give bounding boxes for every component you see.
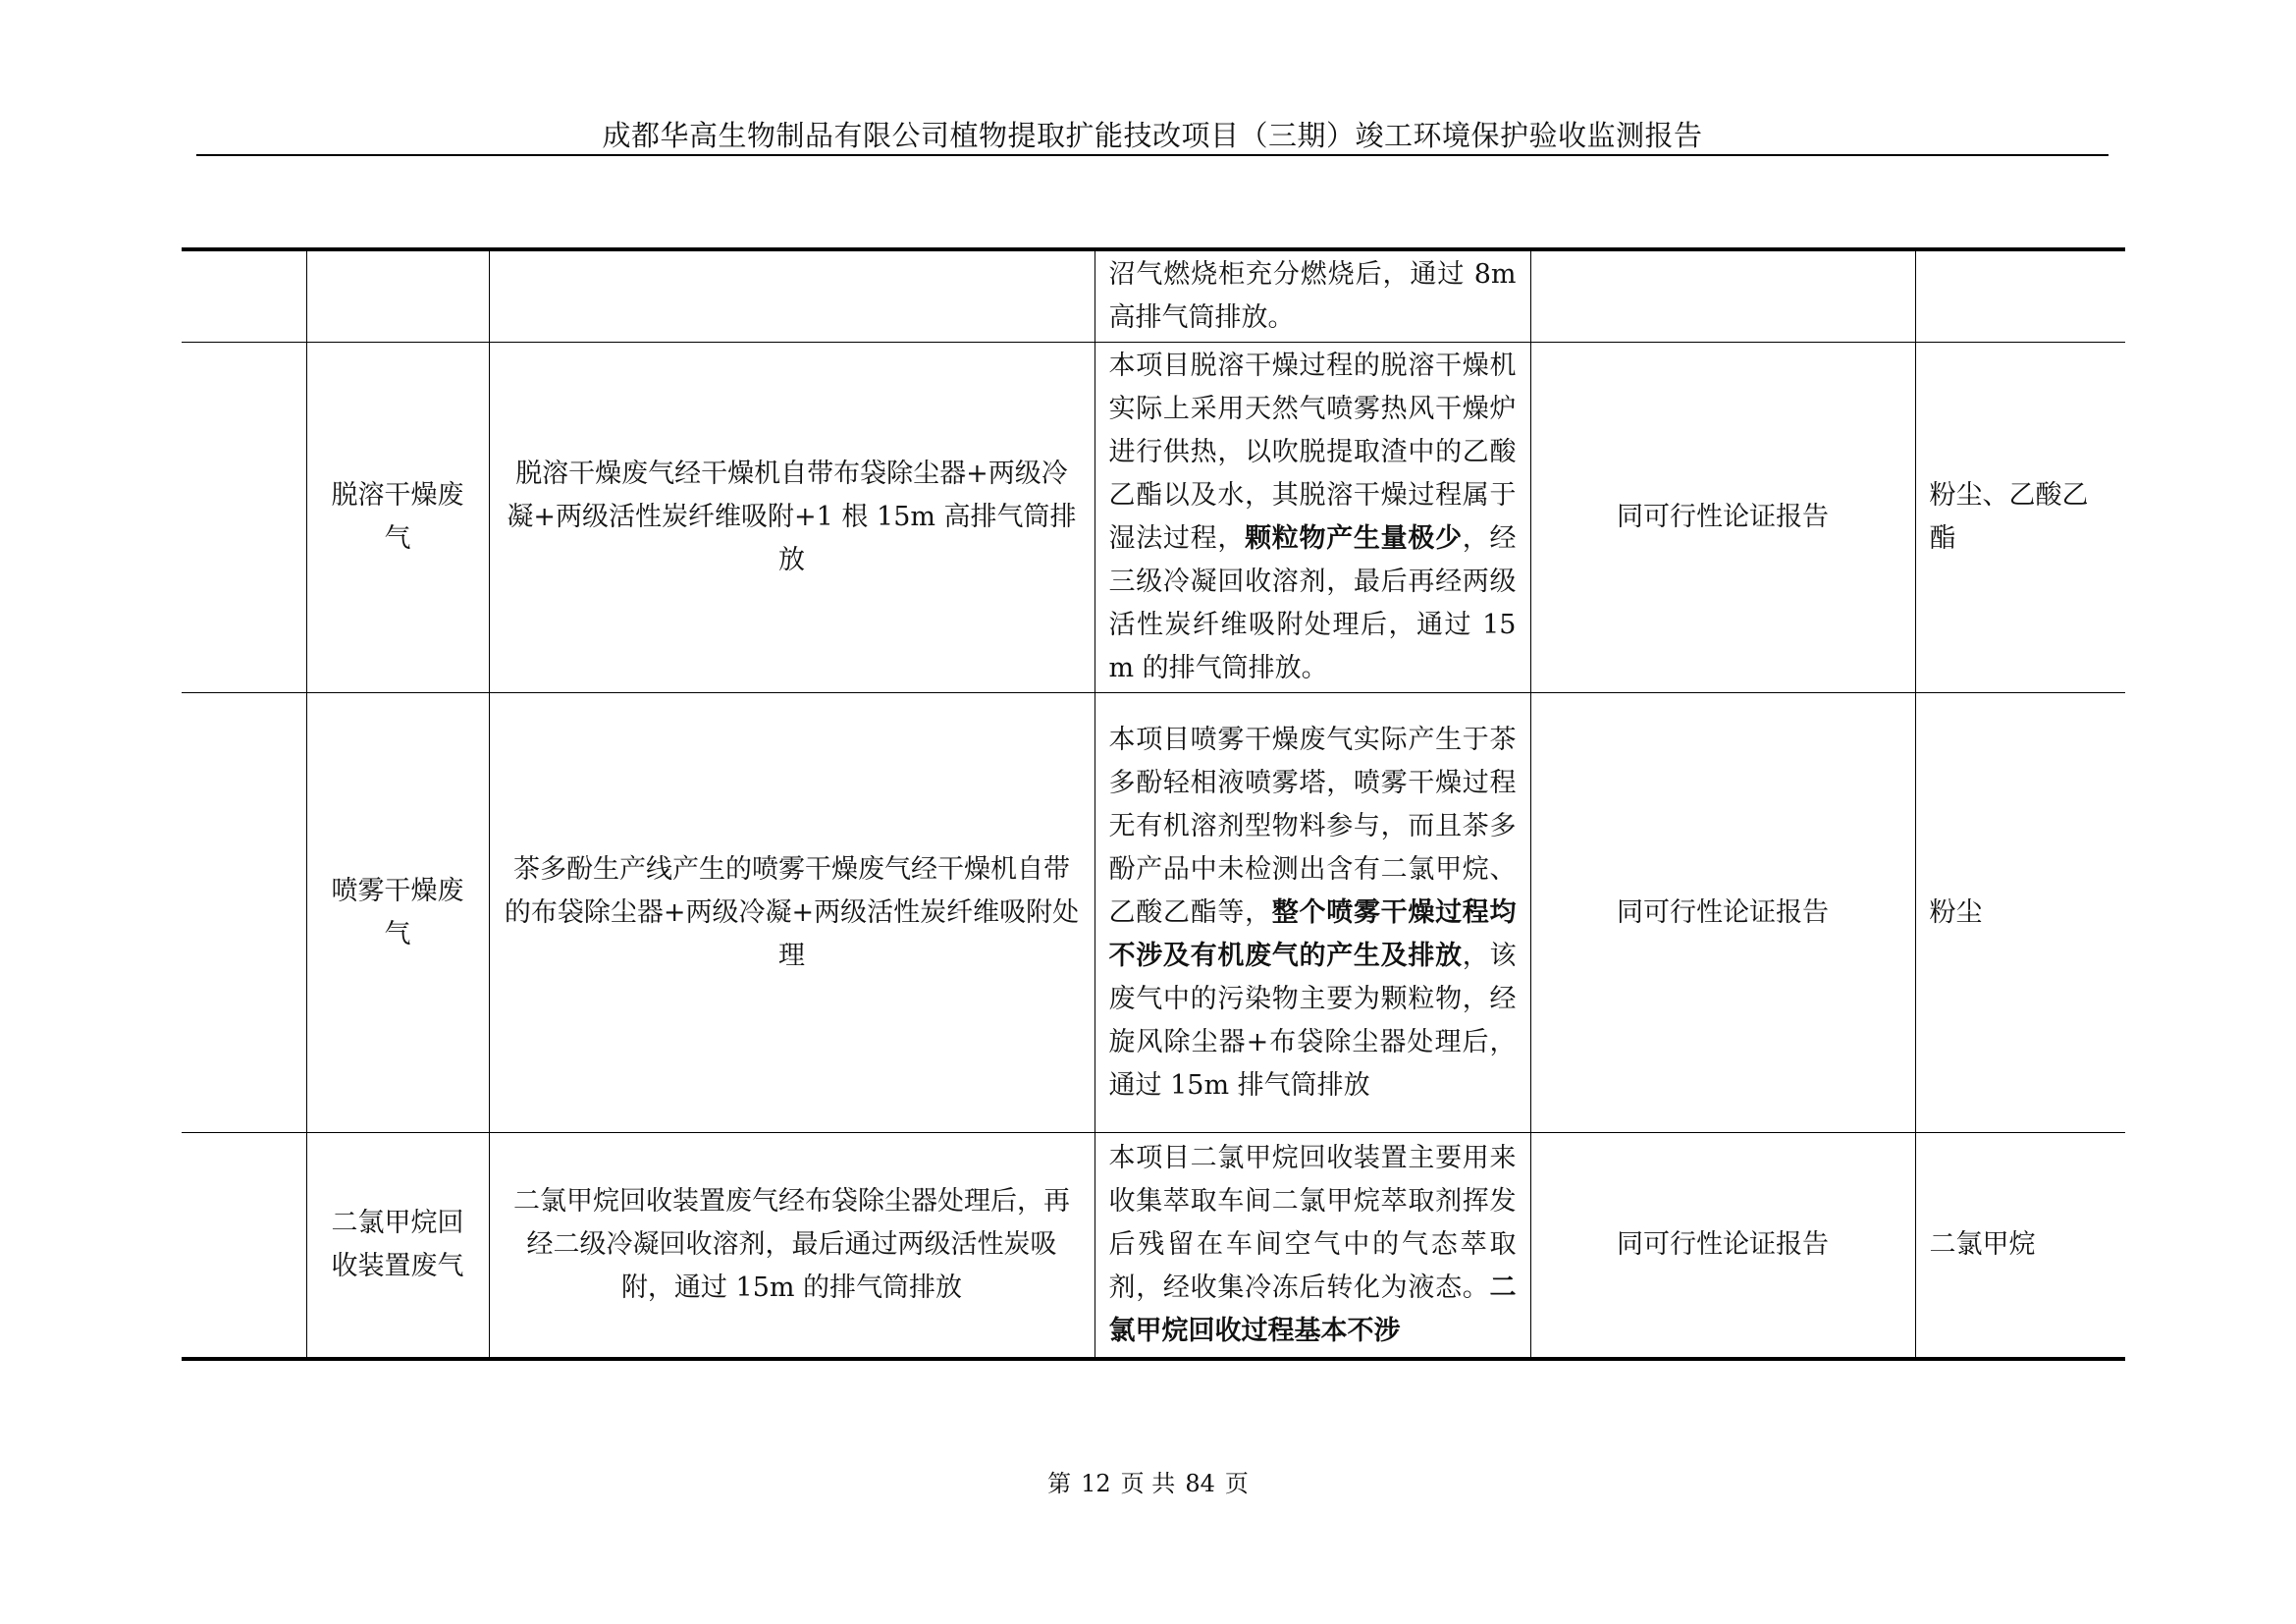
actual-description-cell [1095,343,1530,693]
source-cell: 二氯甲烷回收装置废气 [306,1133,489,1359]
pollutant-cell: 粉尘 [1915,693,2125,1133]
basis-cell: 同可行性论证报告 [1530,343,1915,693]
pollutant-cell [1915,249,2125,343]
page-middle: 页 共 [1120,1470,1176,1497]
page-total: 84 [1185,1470,1215,1497]
blank-cell [182,249,306,343]
blank-cell [182,693,306,1133]
measure-cell: 茶多酚生产线产生的喷雾干燥废气经干燥机自带的布袋除尘器+两级冷凝+两级活性炭纤维吸附处理 [489,693,1095,1133]
blank-cell [182,343,306,693]
page-prefix: 第 [1047,1470,1072,1497]
pollutant-cell: 二氯甲烷 [1915,1133,2125,1359]
description-text: 本项目脱溶干燥过程的脱溶干燥机实际上采用天然气喷雾热风干燥炉进行供热，以吹脱提取渣中的乙酸乙酯以及水，其脱溶干燥过程属于湿法过程， [1108,351,1517,554]
description-emphasis: 整个喷雾干燥过程均不涉及有机废气的产生及排放 [1108,896,1517,971]
description-text: ，该废气中的污染物主要为颗粒物，经旋风除尘器+布袋除尘器处理后，通过 15m 排气筒排放 [1108,940,1517,1101]
table-row [182,249,2125,343]
emission-measures-table [182,247,2125,1361]
description-text: ，经三级冷凝回收溶剂，最后再经两级活性炭纤维吸附处理后，通过 15m 的排气筒排放。 [1108,523,1517,683]
basis-cell [1530,249,1915,343]
basis-cell: 同可行性论证报告 [1530,1133,1915,1359]
measure-cell [489,249,1095,343]
table-row [182,1133,2125,1359]
report-header-title: 成都华高生物制品有限公司植物提取扩能技改项目（三期）竣工环境保护验收监测报告 [602,119,1703,152]
measure-cell: 二氯甲烷回收装置废气经布袋除尘器处理后，再经二级冷凝回收溶剂，最后通过两级活性炭吸附，通过 15m 的排气筒排放 [489,1133,1095,1359]
pollutant-cell: 粉尘、乙酸乙酯 [1915,343,2125,693]
description-emphasis: 二氯甲烷回收过程基本不涉 [1108,1272,1517,1346]
description-emphasis: 颗粒物产生量极少 [1245,523,1463,554]
actual-description-cell [1095,249,1530,343]
source-cell: 脱溶干燥废气 [306,343,489,693]
actual-description-cell [1095,1133,1530,1359]
table-row [182,343,2125,693]
header-divider [196,154,2109,156]
description-text: 沼气燃烧柜充分燃烧后，通过 8m 高排气筒排放。 [1108,259,1517,333]
description-text: 本项目二氯甲烷回收装置主要用来收集萃取车间二氯甲烷萃取剂挥发后残留在车间空气中的气态萃取剂，经收集冷冻后转化为液态。 [1108,1142,1517,1303]
page-footer [0,1464,2296,1498]
page-number: 12 [1081,1470,1111,1497]
page-suffix: 页 [1224,1470,1249,1497]
actual-description-cell [1095,693,1530,1133]
measure-cell: 脱溶干燥废气经干燥机自带布袋除尘器+两级冷凝+两级活性炭纤维吸附+1 根 15m 高排气筒排放 [489,343,1095,693]
table-row [182,693,2125,1133]
source-cell: 喷雾干燥废气 [306,693,489,1133]
basis-cell: 同可行性论证报告 [1530,693,1915,1133]
blank-cell [182,1133,306,1359]
description-text: 本项目喷雾干燥废气实际产生于茶多酚轻相液喷雾塔，喷雾干燥过程无有机溶剂型物料参与，而且茶多酚产品中未检测出含有二氯甲烷、乙酸乙酯等， [1108,724,1517,928]
source-cell [306,249,489,343]
